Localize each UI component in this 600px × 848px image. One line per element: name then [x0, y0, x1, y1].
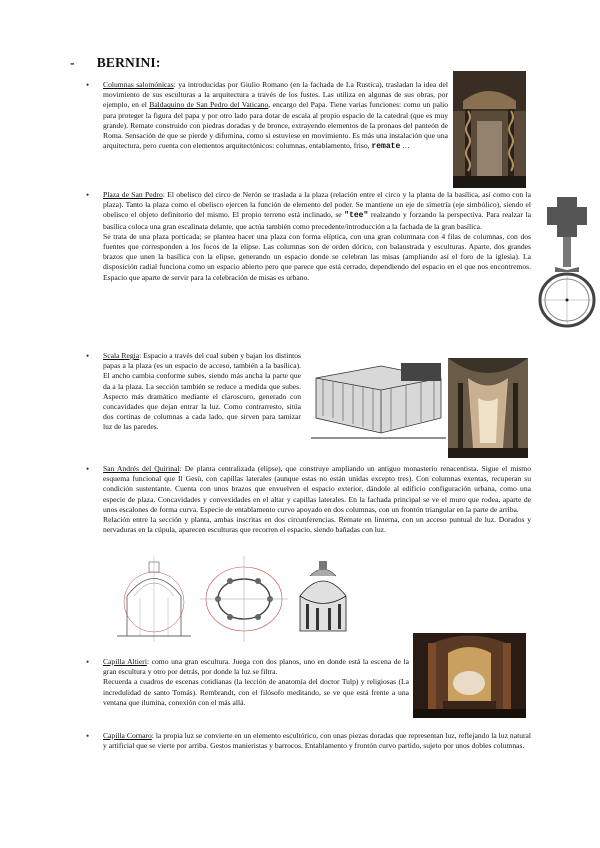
heading-title: BERNINI:: [96, 55, 161, 70]
term-capilla-altieri: Capilla Altieri: [103, 657, 147, 666]
section-scala-regia: [103, 351, 301, 433]
section-san-andres-quirinal: [103, 464, 531, 535]
heading-dash: -: [70, 55, 75, 70]
code-word: "tee": [344, 211, 369, 221]
section-columnas-salomonicas: [103, 80, 448, 152]
term-plaza-san-pedro: Plaza de San Pedro: [103, 190, 163, 199]
text: Se trata de una plaza porticada; se plantea hacer una plaza con forma elíptica, con una gran columnata con 4 filas de columnas, con dos fuentes que corresponden a los focos de la elipse. Las columnas son de orden dórico, con balaustrada y esculturas. Aparte, dos grandes brazos que unen la basílica con la elipse, generando un espacio donde se celebran las misas (ampliando así el foro de la iglesia). La disposición radial funciona como un espacio abierto pero que parece que está cerrado, dependiendo del espacio en el que nos encontremos. Espacio que aparte de servir para la celebración de misas es urbano.: [103, 231, 531, 282]
term-san-andres-quirinal: San Andrés del Quirinal: [103, 464, 180, 473]
term-columnas-salomonicas: Columnas salomónicas: [103, 80, 174, 89]
bullet: •: [86, 190, 90, 200]
text: realzando y forzando la perspectiva. Para realzar la basílica coloca una gran escalinata delante, que actúa también como precedente/introducción a la fachada de la gran basílica.: [103, 210, 531, 231]
bullet: •: [86, 464, 90, 474]
scala-regia-photo: [448, 358, 528, 458]
scala-regia-drawing: [311, 358, 446, 450]
text: …: [402, 141, 410, 151]
term-capilla-cornaro: Capilla Cornaro: [103, 731, 152, 740]
section-capilla-altieri: [103, 657, 409, 708]
quirinal-section-drawing: [112, 556, 196, 642]
text: : como una gran escultura. Juega con dos planos, uno en donde está la escena de la gran escultura y otro por detrás, por donde la luz se filtra.: [103, 657, 410, 677]
section-capilla-cornaro: [103, 731, 531, 751]
text: Relación entre la sección y planta, ambas inscritas en dos circunferencias. Remate en linterna, con un acceso puntual de luz. Dorados y nervaduras en la cúpula, aparecen esculturas que recorren el espacio, siendo bañadas con luz.: [103, 515, 531, 535]
bullet: •: [86, 80, 90, 90]
text: : ya introducidas por Giulio Romano (en la fachada de La Rustica), trasladan la idea del movimiento de sus esculturas a la arquitectura a través de los fustes. Las utiliza en algunas de sus obras, por ejemplo, en el: [103, 80, 448, 110]
baldaquino-photo: [453, 71, 526, 188]
text: : El obelisco del circo de Nerón se traslada a la plaza (relación entre el circo y la planta de la basílica, así como con la plaza). Tanto la plaza como el obelisco ejercen la función de elemento del poder. Se mantiene un eje de simetría (eje simbólico), siendo el obelisco el objeto definitorio del mismo. El propio terreno está inclinado, se: [103, 190, 531, 220]
text: : la propia luz se convierte en un elemento escultórico, con unas piezas doradas que representan luz, reflejando la luz natural y artificial que se vierte por arriba. Gestos manieristas y barrocos. Entablamento y frontón curvo partido, sujeto por unos dobles columnas.: [103, 731, 531, 751]
plaza-plan-drawing: [537, 192, 597, 334]
text: : Espacio a través del cual suben y bajan los distintos papas a la plaza (es un espacio de acceso, también a la basílica). El ancho cambia conforme subes, siendo más ancha la parte que da a la plaza. La sección también se reduce a medida que subes. Aspecto más dramático mediante el claroscuro, generado con concavidades que dejan entrar la luz. Como contrarresto, sitúa dos cortinas de columnas a cada lado, que sirven para tamizar luz de las paredes.: [103, 351, 301, 432]
text: Recuerda a cuadros de escenas cotidianas (la lección de anatomía del doctor Tulp) y religiosas (La incredulidad de santo Tomás). Rembrandt, con el filósofo meditando, se ve que está frente a una ventana que ilumina, conexión con el más allá.: [103, 677, 409, 707]
remate-word: remate: [371, 142, 401, 152]
quirinal-axonometric-drawing: [292, 556, 354, 642]
bullet: •: [86, 657, 90, 667]
bullet: •: [86, 351, 90, 361]
section-plaza-san-pedro: [103, 190, 531, 283]
term-scala-regia: Scala Regia: [103, 351, 140, 360]
bullet: •: [86, 731, 90, 741]
capilla-altieri-photo: [413, 633, 526, 718]
quirinal-plan-drawing: [200, 556, 288, 642]
page-heading: [70, 55, 161, 71]
link-baldaquino: Baldaquino de San Pedro del Vaticano: [149, 100, 269, 110]
text: : De planta centralizada (elipse), que construye ampliando un antiguo monasterio renacentista. Sigue el mismo esquema funcional que Il Gesù, con capillas laterales (aunque estas no están unidas excepto tres). Con columnas exentas, recuperan su condición sustentante. Cuenta con unos brazos que envuelven el espacio exterior, dándole al edificio configuración urbana, como una especie de plaza. Concavidades y convexidades en el altar y capillas laterales. En la fachada principal se ve el muro que rodea, aparte de unos escalones de forma curva. Especie de entablamento curvo apoyado en dos columnas, con un frontón triangular en la parte de arriba.: [103, 464, 531, 514]
text: , encargo del Papa. Tiene varias funciones: como un palio para proteger la figura del papa y por otro lado para dotar de escala al propio espacio de la catedral (que es muy grande). Remate construido con piedras doradas y de bronce, extrayendo elementos de la pronaos del panteón de Roma. Sensación de que se pierde y difumina, como si estuviese en movimiento. Es más una instalación que una arquitectura, pero cuenta con elementos arquitectónicos: columnas, entablamento, friso,: [103, 100, 449, 151]
